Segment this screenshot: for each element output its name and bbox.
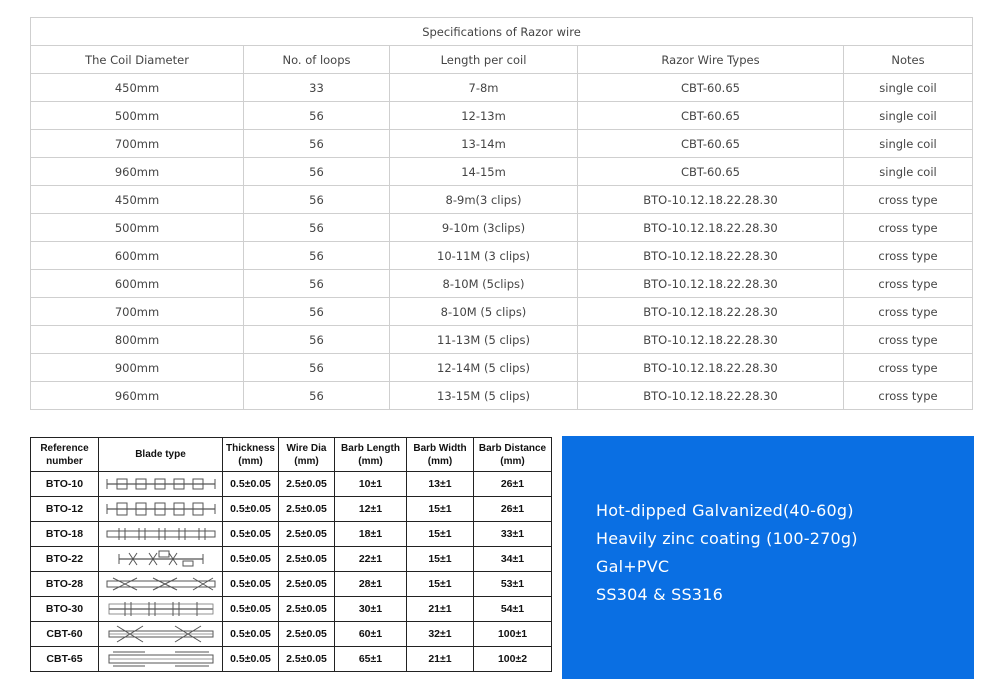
table-row [31, 298, 973, 326]
table-row [31, 158, 973, 186]
column-header [474, 438, 552, 472]
column-header-line: Barb Distance [478, 442, 547, 454]
barb-distance-cell: 100±1 [474, 622, 552, 647]
table-row [31, 382, 973, 410]
barb-length-cell: 12±1 [335, 497, 407, 522]
column-header: Notes [844, 46, 973, 74]
thickness-cell: 0.5±0.05 [223, 547, 279, 572]
table-cell: 13-14m [390, 130, 578, 158]
reference-number: BTO-12 [31, 497, 99, 522]
wire-dia-cell: 2.5±0.05 [279, 522, 335, 547]
table-cell: CBT-60.65 [578, 130, 844, 158]
table-row [31, 186, 973, 214]
table-caption-row [31, 18, 973, 46]
table-row [31, 472, 552, 497]
table-row [31, 597, 552, 622]
feature-stainless-steel: SS304 & SS316 [596, 585, 723, 604]
table-cell: single coil [844, 74, 973, 102]
table-cell: cross type [844, 326, 973, 354]
wire-dia-cell: 2.5±0.05 [279, 647, 335, 672]
reference-number: CBT-60 [31, 622, 99, 647]
column-header [335, 438, 407, 472]
reference-number: BTO-28 [31, 572, 99, 597]
table-row [31, 270, 973, 298]
barb-length-cell: 65±1 [335, 647, 407, 672]
table-header-row [31, 46, 973, 74]
thickness-cell: 0.5±0.05 [223, 622, 279, 647]
thickness-cell: 0.5±0.05 [223, 597, 279, 622]
barb-width-cell: 15±1 [407, 547, 474, 572]
feature-hot-dipped-galvanized: Hot-dipped Galvanized(40-60g) [596, 501, 854, 520]
thickness-cell: 0.5±0.05 [223, 472, 279, 497]
column-header-line: (mm) [294, 455, 319, 467]
thickness-cell: 0.5±0.05 [223, 522, 279, 547]
table-row [31, 326, 973, 354]
blade-table-header-row [31, 438, 552, 472]
barb-length-cell: 18±1 [335, 522, 407, 547]
table-cell: cross type [844, 382, 973, 410]
barb-width-cell: 21±1 [407, 647, 474, 672]
table-cell: 10-11M (3 clips) [390, 242, 578, 270]
barb-width-cell: 15±1 [407, 497, 474, 522]
feature-heavily-zinc-coating: Heavily zinc coating (100-270g) [596, 529, 858, 548]
table-cell: 12-13m [390, 102, 578, 130]
table-cell: CBT-60.65 [578, 102, 844, 130]
table-cell: 500mm [31, 102, 244, 130]
cbt-60-blade-icon [99, 622, 223, 647]
table-cell: 56 [244, 186, 390, 214]
barb-length-cell: 10±1 [335, 472, 407, 497]
table-cell: 56 [244, 242, 390, 270]
table-row [31, 547, 552, 572]
reference-number: BTO-30 [31, 597, 99, 622]
barb-distance-cell: 33±1 [474, 522, 552, 547]
table-cell: cross type [844, 354, 973, 382]
column-header: Length per coil [390, 46, 578, 74]
barb-width-cell: 21±1 [407, 597, 474, 622]
table-cell: 56 [244, 298, 390, 326]
column-header [279, 438, 335, 472]
column-header-line: (mm) [238, 455, 263, 467]
table-cell: 56 [244, 158, 390, 186]
table-cell: 450mm [31, 74, 244, 102]
cbt-65-blade-icon [99, 647, 223, 672]
bto-22-blade-icon [99, 547, 223, 572]
wire-dia-cell: 2.5±0.05 [279, 547, 335, 572]
barb-distance-cell: 26±1 [474, 472, 552, 497]
barb-distance-cell: 100±2 [474, 647, 552, 672]
table-cell: BTO-10.12.18.22.28.30 [578, 242, 844, 270]
column-header [31, 438, 99, 472]
thickness-cell: 0.5±0.05 [223, 647, 279, 672]
table-cell: 56 [244, 102, 390, 130]
table-cell: 450mm [31, 186, 244, 214]
column-header-line: Barb Length [341, 442, 400, 454]
column-header-line: number [46, 455, 83, 467]
column-header: Razor Wire Types [578, 46, 844, 74]
table-cell: BTO-10.12.18.22.28.30 [578, 186, 844, 214]
table-cell: 500mm [31, 214, 244, 242]
specifications-table [30, 17, 973, 410]
table-cell: 56 [244, 130, 390, 158]
table-cell: cross type [844, 214, 973, 242]
blade-specifications-table [30, 437, 552, 672]
table-cell: cross type [844, 298, 973, 326]
bto-18-blade-icon [99, 522, 223, 547]
table-row [31, 130, 973, 158]
table-row [31, 74, 973, 102]
table-row [31, 647, 552, 672]
table-cell: 56 [244, 214, 390, 242]
table-cell: 600mm [31, 270, 244, 298]
reference-number: CBT-65 [31, 647, 99, 672]
wire-dia-cell: 2.5±0.05 [279, 497, 335, 522]
table-caption: Specifications of Razor wire [31, 18, 973, 46]
reference-number: BTO-10 [31, 472, 99, 497]
table-cell: single coil [844, 130, 973, 158]
barb-width-cell: 15±1 [407, 572, 474, 597]
table-row [31, 497, 552, 522]
column-header: The Coil Diameter [31, 46, 244, 74]
table-cell: 56 [244, 270, 390, 298]
table-cell: CBT-60.65 [578, 158, 844, 186]
bto-12-blade-icon [99, 497, 223, 522]
table-row [31, 214, 973, 242]
table-cell: BTO-10.12.18.22.28.30 [578, 214, 844, 242]
column-header-line: Blade type [135, 449, 186, 460]
barb-length-cell: 22±1 [335, 547, 407, 572]
barb-distance-cell: 54±1 [474, 597, 552, 622]
table-cell: cross type [844, 186, 973, 214]
thickness-cell: 0.5±0.05 [223, 497, 279, 522]
table-cell: 56 [244, 326, 390, 354]
table-cell: 700mm [31, 130, 244, 158]
table-cell: BTO-10.12.18.22.28.30 [578, 326, 844, 354]
column-header [407, 438, 474, 472]
column-header-line: (mm) [358, 455, 383, 467]
column-header-line: (mm) [427, 455, 453, 467]
table-cell: BTO-10.12.18.22.28.30 [578, 382, 844, 410]
table-cell: single coil [844, 102, 973, 130]
table-row [31, 102, 973, 130]
table-cell: 9-10m (3clips) [390, 214, 578, 242]
feature-gal-pvc: Gal+PVC [596, 557, 670, 576]
thickness-cell: 0.5±0.05 [223, 572, 279, 597]
column-header-line: Wire Dia [286, 442, 327, 454]
table-cell: single coil [844, 158, 973, 186]
bto-30-blade-icon [99, 597, 223, 622]
barb-length-cell: 30±1 [335, 597, 407, 622]
table-cell: 700mm [31, 298, 244, 326]
table-cell: 8-10M (5clips) [390, 270, 578, 298]
barb-distance-cell: 53±1 [474, 572, 552, 597]
table-row [31, 522, 552, 547]
table-cell: BTO-10.12.18.22.28.30 [578, 298, 844, 326]
table-cell: 600mm [31, 242, 244, 270]
barb-distance-cell: 34±1 [474, 547, 552, 572]
table-row [31, 572, 552, 597]
table-cell: BTO-10.12.18.22.28.30 [578, 354, 844, 382]
table-cell: CBT-60.65 [578, 74, 844, 102]
table-cell: cross type [844, 242, 973, 270]
table-cell: 33 [244, 74, 390, 102]
features-panel [562, 436, 974, 679]
barb-width-cell: 13±1 [407, 472, 474, 497]
table-cell: 800mm [31, 326, 244, 354]
table-row [31, 242, 973, 270]
table-cell: 8-10M (5 clips) [390, 298, 578, 326]
column-header-line: Reference [40, 442, 89, 454]
column-header [99, 438, 223, 472]
wire-dia-cell: 2.5±0.05 [279, 597, 335, 622]
wire-dia-cell: 2.5±0.05 [279, 622, 335, 647]
barb-width-cell: 32±1 [407, 622, 474, 647]
column-header-line: Barb Width [413, 442, 467, 454]
bto-28-blade-icon [99, 572, 223, 597]
column-header-line: (mm) [500, 455, 525, 467]
table-cell: BTO-10.12.18.22.28.30 [578, 270, 844, 298]
table-cell: 900mm [31, 354, 244, 382]
table-cell: 7-8m [390, 74, 578, 102]
table-cell: 960mm [31, 158, 244, 186]
table-cell: 11-13M (5 clips) [390, 326, 578, 354]
table-row [31, 622, 552, 647]
column-header: No. of loops [244, 46, 390, 74]
wire-dia-cell: 2.5±0.05 [279, 472, 335, 497]
column-header-line: Thickness [226, 442, 275, 454]
table-cell: 14-15m [390, 158, 578, 186]
column-header [223, 438, 279, 472]
barb-length-cell: 60±1 [335, 622, 407, 647]
barb-width-cell: 15±1 [407, 522, 474, 547]
reference-number: BTO-22 [31, 547, 99, 572]
table-row [31, 354, 973, 382]
table-cell: 13-15M (5 clips) [390, 382, 578, 410]
table-cell: 56 [244, 382, 390, 410]
table-cell: cross type [844, 270, 973, 298]
bto-10-blade-icon [99, 472, 223, 497]
table-cell: 960mm [31, 382, 244, 410]
barb-distance-cell: 26±1 [474, 497, 552, 522]
reference-number: BTO-18 [31, 522, 99, 547]
wire-dia-cell: 2.5±0.05 [279, 572, 335, 597]
table-cell: 12-14M (5 clips) [390, 354, 578, 382]
table-cell: 56 [244, 354, 390, 382]
barb-length-cell: 28±1 [335, 572, 407, 597]
table-cell: 8-9m(3 clips) [390, 186, 578, 214]
